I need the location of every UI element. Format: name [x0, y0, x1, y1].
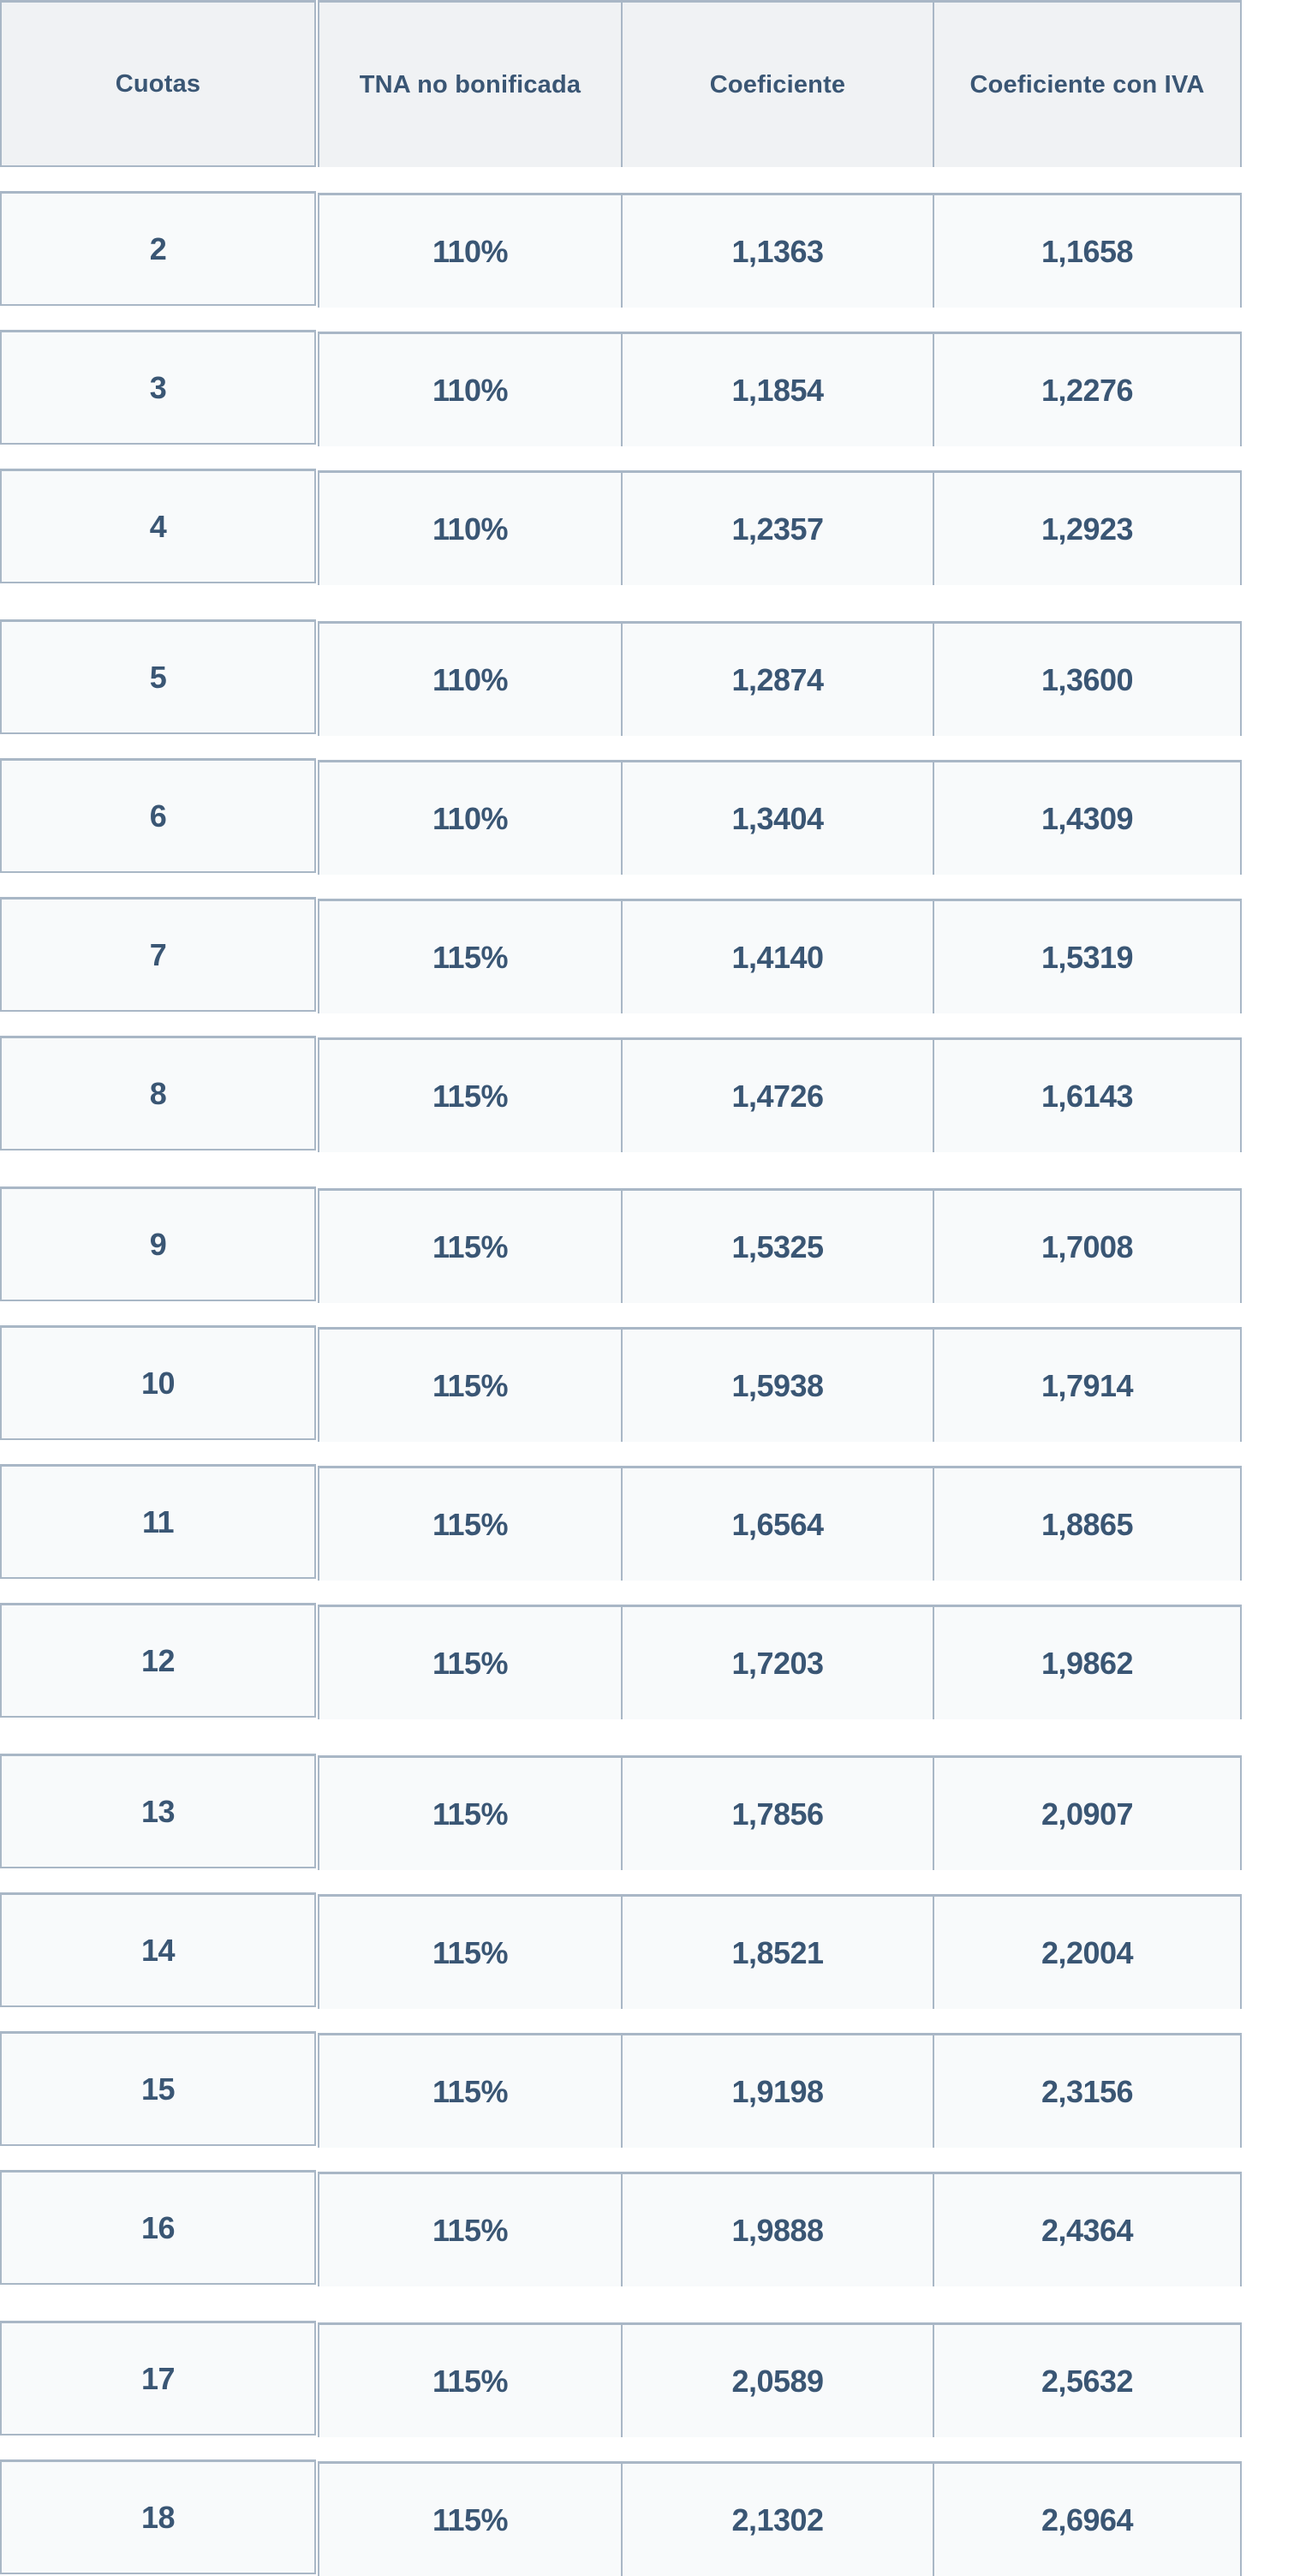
tna-value: 115% [432, 2212, 509, 2248]
cell-coeficiente-iva [933, 334, 1240, 446]
table-header-row [0, 0, 1242, 167]
row-right-section [318, 1327, 1242, 1442]
cell-tna [319, 624, 621, 736]
cell-coeficiente [621, 1758, 933, 1870]
cell-coeficiente [621, 1607, 933, 1719]
cell-tna [319, 1758, 621, 1870]
coeficiente-value: 1,5938 [731, 1367, 824, 1403]
tna-value: 115% [432, 1228, 509, 1264]
row-right-section [318, 470, 1242, 585]
coeficiente-iva-value: 2,4364 [1041, 2212, 1134, 2248]
cell-coeficiente [621, 762, 933, 875]
cuotas-value: 4 [149, 508, 167, 544]
cuotas-value: 3 [149, 369, 167, 405]
cell-coeficiente-iva [933, 2325, 1240, 2437]
row-right-section [318, 1466, 1242, 1581]
header-right-section [318, 0, 1242, 167]
row-right-section [318, 621, 1242, 736]
cell-coeficiente-iva [933, 762, 1240, 875]
cell-coeficiente [621, 1468, 933, 1581]
cuotas-value: 2 [149, 230, 167, 266]
cell-cuotas [0, 469, 316, 583]
cell-cuotas [0, 2031, 316, 2146]
coeficiente-iva-value: 1,1658 [1041, 233, 1134, 269]
cell-tna [319, 2464, 621, 2576]
coeficiente-iva-value: 2,6964 [1041, 2501, 1134, 2537]
row-right-section [318, 1605, 1242, 1719]
coeficiente-iva-value: 1,9862 [1041, 1645, 1134, 1681]
table-row [0, 2031, 1242, 2146]
coeficiente-iva-value: 2,0907 [1041, 1796, 1134, 1832]
cell-tna [319, 1040, 621, 1152]
coeficiente-value: 2,0589 [731, 2363, 824, 2399]
cell-tna [319, 762, 621, 875]
cell-coeficiente-iva [933, 901, 1240, 1013]
cell-coeficiente-iva [933, 1758, 1240, 1870]
coeficiente-value: 1,2874 [731, 661, 824, 697]
coeficiente-iva-value: 1,2276 [1041, 372, 1134, 408]
table-row [0, 1036, 1242, 1151]
coeficiente-iva-value: 1,8865 [1041, 1506, 1134, 1542]
cell-cuotas [0, 1754, 316, 1868]
cell-coeficiente-iva [933, 195, 1240, 308]
table-row [0, 2459, 1242, 2574]
cell-coeficiente-iva [933, 2464, 1240, 2576]
row-right-section [318, 2033, 1242, 2148]
tna-value: 110% [432, 511, 509, 547]
table-row [0, 330, 1242, 445]
cell-coeficiente-iva [933, 2035, 1240, 2148]
cell-cuotas [0, 1464, 316, 1579]
cell-coeficiente-iva [933, 1330, 1240, 1442]
cell-tna [319, 901, 621, 1013]
cell-tna [319, 334, 621, 446]
cuotas-value: 15 [140, 2071, 176, 2107]
cell-coeficiente [621, 2174, 933, 2286]
header-label-tna: TNA no bonificada [359, 70, 581, 99]
header-label-coeficiente-iva: Coeficiente con IVA [969, 70, 1205, 99]
cell-coeficiente [621, 1040, 933, 1152]
tna-value: 115% [432, 2501, 509, 2537]
coeficiente-iva-value: 2,5632 [1041, 2363, 1134, 2399]
cell-tna [319, 195, 621, 308]
cell-tna [319, 473, 621, 585]
coeficiente-value: 1,1363 [731, 233, 824, 269]
table-row [0, 1325, 1242, 1440]
row-right-section [318, 332, 1242, 446]
row-right-section [318, 2461, 1242, 2576]
cell-cuotas [0, 619, 316, 734]
table-row [0, 2321, 1242, 2436]
coeficiente-value: 1,4140 [731, 939, 824, 975]
tna-value: 115% [432, 1078, 509, 1114]
table-row [0, 1754, 1242, 1868]
cell-coeficiente-iva [933, 1191, 1240, 1303]
cell-cuotas [0, 1325, 316, 1440]
table-row [0, 758, 1242, 873]
cuotas-value: 5 [149, 659, 167, 695]
tna-value: 115% [432, 939, 509, 975]
coeficiente-iva-value: 1,6143 [1041, 1078, 1134, 1114]
header-label-coeficiente: Coeficiente [709, 70, 846, 99]
coeficiente-value: 1,6564 [731, 1506, 824, 1542]
cell-cuotas [0, 1036, 316, 1151]
table-row [0, 1186, 1242, 1301]
coeficiente-value: 1,9888 [731, 2212, 824, 2248]
cuotas-value: 10 [140, 1365, 176, 1401]
coeficiente-iva-value: 1,2923 [1041, 511, 1134, 547]
coeficiente-iva-value: 1,5319 [1041, 939, 1134, 975]
cell-coeficiente-iva [933, 1040, 1240, 1152]
row-right-section [318, 2172, 1242, 2286]
tna-value: 110% [432, 372, 509, 408]
table-row [0, 1603, 1242, 1718]
coeficiente-iva-value: 1,4309 [1041, 800, 1134, 836]
coeficiente-iva-value: 1,3600 [1041, 661, 1134, 697]
tna-value: 110% [432, 233, 509, 269]
header-cell-coeficiente-iva [933, 3, 1240, 167]
cell-coeficiente [621, 1897, 933, 2009]
table-row [0, 619, 1242, 734]
cell-coeficiente [621, 473, 933, 585]
cell-cuotas [0, 1186, 316, 1301]
cell-coeficiente-iva [933, 2174, 1240, 2286]
cell-coeficiente-iva [933, 1607, 1240, 1719]
table-row [0, 191, 1242, 306]
tna-value: 110% [432, 800, 509, 836]
coeficiente-value: 1,8521 [731, 1934, 824, 1970]
coeficiente-iva-value: 2,2004 [1041, 1934, 1134, 1970]
cell-cuotas [0, 1892, 316, 2007]
table-row [0, 1892, 1242, 2007]
cuotas-value: 11 [141, 1503, 175, 1539]
row-right-section [318, 899, 1242, 1013]
cuotas-value: 13 [140, 1793, 176, 1829]
row-right-section [318, 1037, 1242, 1152]
cell-cuotas [0, 1603, 316, 1718]
table-row [0, 897, 1242, 1012]
row-right-section [318, 193, 1242, 308]
cell-cuotas [0, 897, 316, 1012]
cell-coeficiente [621, 2464, 933, 2576]
cell-tna [319, 1191, 621, 1303]
tna-value: 115% [432, 2363, 509, 2399]
cell-coeficiente [621, 1191, 933, 1303]
cell-coeficiente [621, 1330, 933, 1442]
cell-tna [319, 2174, 621, 2286]
coeficiente-value: 1,7203 [731, 1645, 824, 1681]
coeficiente-iva-value: 1,7008 [1041, 1228, 1134, 1264]
cuotas-value: 9 [149, 1226, 167, 1262]
cell-coeficiente [621, 624, 933, 736]
coeficiente-value: 1,1854 [731, 372, 824, 408]
cell-tna [319, 1330, 621, 1442]
coeficiente-value: 1,9198 [731, 2073, 824, 2109]
cell-cuotas [0, 758, 316, 873]
cell-tna [319, 2035, 621, 2148]
cell-cuotas [0, 2170, 316, 2285]
coeficiente-iva-value: 2,3156 [1041, 2073, 1134, 2109]
coeficiente-value: 1,4726 [731, 1078, 824, 1114]
cell-cuotas [0, 330, 316, 445]
cell-coeficiente [621, 901, 933, 1013]
row-right-section [318, 1188, 1242, 1303]
table-row [0, 1464, 1242, 1579]
row-right-section [318, 760, 1242, 875]
cell-tna [319, 1468, 621, 1581]
cell-cuotas [0, 2459, 316, 2574]
cuotas-value: 6 [149, 798, 167, 834]
coeficiente-value: 1,3404 [731, 800, 824, 836]
row-right-section [318, 2322, 1242, 2437]
tna-value: 115% [432, 1367, 509, 1403]
table-row [0, 469, 1242, 583]
tna-value: 115% [432, 1506, 509, 1542]
cell-coeficiente-iva [933, 1468, 1240, 1581]
cell-cuotas [0, 191, 316, 306]
row-right-section [318, 1755, 1242, 1870]
cuotas-value: 18 [140, 2499, 176, 2535]
header-label-cuotas: Cuotas [115, 69, 201, 98]
coeficiente-value: 1,2357 [731, 511, 824, 547]
tna-value: 115% [432, 1796, 509, 1832]
coeficiente-iva-value: 1,7914 [1041, 1367, 1134, 1403]
cell-coeficiente [621, 2035, 933, 2148]
cuotas-value: 8 [149, 1075, 167, 1111]
cell-cuotas [0, 2321, 316, 2436]
cell-coeficiente-iva [933, 624, 1240, 736]
cuotas-value: 14 [140, 1932, 176, 1968]
tna-value: 115% [432, 2073, 509, 2109]
cell-coeficiente [621, 195, 933, 308]
cell-coeficiente [621, 334, 933, 446]
cell-tna [319, 2325, 621, 2437]
coeficiente-value: 2,1302 [731, 2501, 824, 2537]
cuotas-value: 16 [140, 2209, 176, 2245]
cell-tna [319, 1607, 621, 1719]
header-cell-cuotas [0, 0, 316, 167]
coeficiente-value: 1,5325 [731, 1228, 824, 1264]
tna-value: 115% [432, 1934, 509, 1970]
tna-value: 115% [432, 1645, 509, 1681]
cuotas-value: 7 [149, 936, 167, 972]
cell-coeficiente-iva [933, 1897, 1240, 2009]
cell-coeficiente-iva [933, 473, 1240, 585]
header-cell-coeficiente [621, 3, 933, 167]
cell-coeficiente [621, 2325, 933, 2437]
header-cell-tna [319, 3, 621, 167]
table-row [0, 2170, 1242, 2285]
cuotas-value: 12 [140, 1642, 176, 1678]
cell-tna [319, 1897, 621, 2009]
cuotas-value: 17 [140, 2360, 176, 2396]
coeficiente-value: 1,7856 [731, 1796, 824, 1832]
tna-value: 110% [432, 661, 509, 697]
row-right-section [318, 1894, 1242, 2009]
